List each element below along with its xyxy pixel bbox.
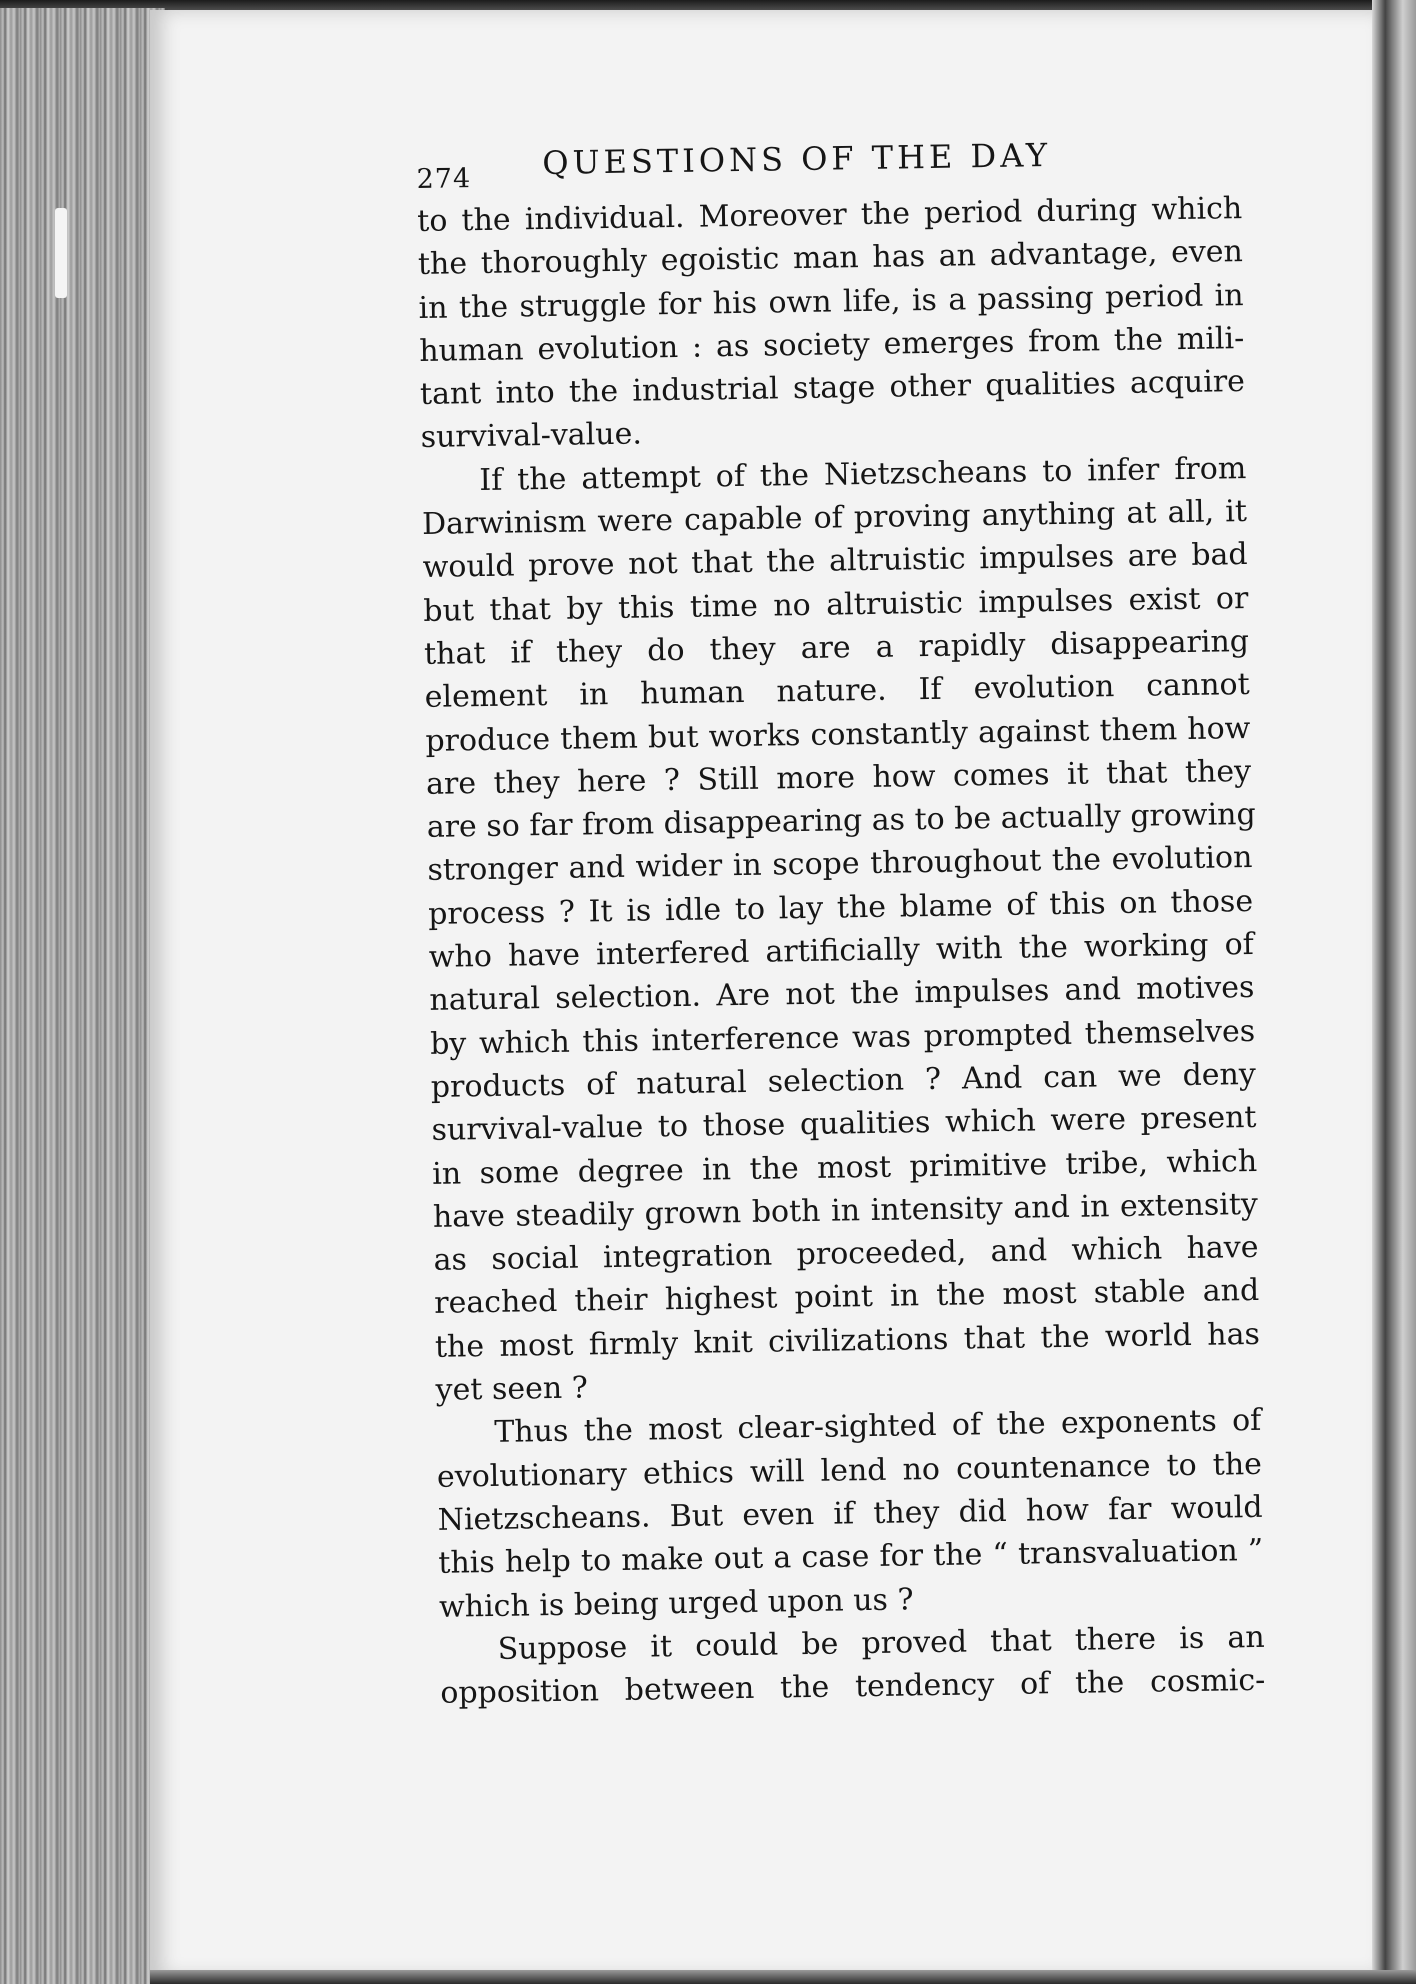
text-line: in some degree in the most primitive tribe, which bbox=[431, 1143, 1258, 1192]
text-line: process ? It is idle to lay the blame of this on those bbox=[427, 883, 1254, 932]
text-line: reached their highest point in the most stable and bbox=[434, 1273, 1260, 1322]
text-line: survival-value to those qualities which were present bbox=[431, 1100, 1257, 1149]
text-line: the thoroughly egoistic man has an advantage, even bbox=[417, 234, 1244, 283]
text-line: Darwinism were capable of proving anything at all, it bbox=[421, 494, 1248, 543]
text-line: in the struggle for his own life, is a passing period in bbox=[418, 277, 1244, 326]
text-line: opposition between the tendency of the cosmic- bbox=[440, 1662, 1266, 1711]
text-line: natural selection. Are not the impulses and motives bbox=[429, 970, 1255, 1019]
text-line: would prove not that the altruistic impulses are bad bbox=[422, 537, 1248, 586]
text-line: have steadily grown both in intensity and in extensity bbox=[432, 1186, 1259, 1235]
page-stack-edge bbox=[0, 8, 168, 1984]
text-line: Nietzscheans. But even if they did how far would bbox=[437, 1489, 1263, 1538]
paragraph-first-line: Thus the most clear-sighted of the exponents of bbox=[494, 1403, 1262, 1451]
text-line: survival-value. bbox=[420, 416, 643, 456]
text-line: human evolution : as society emerges from the mili- bbox=[419, 320, 1245, 369]
text-line: as social integration proceeded, and which have bbox=[433, 1230, 1259, 1278]
text-line: to the individual. Moreover the period during which bbox=[417, 191, 1243, 239]
text-line: who have interfered artificially with the working of bbox=[428, 926, 1255, 975]
paragraph-first-line: If the attempt of the Nietzscheans to infer from bbox=[479, 450, 1247, 498]
text-line: the most firmly knit civilizations that the world has bbox=[434, 1316, 1261, 1365]
page-text-block bbox=[416, 127, 1266, 1715]
text-line: stronger and wider in scope throughout the evolution bbox=[427, 840, 1253, 889]
text-line: this help to make out a case for the “ transvaluation ” bbox=[438, 1533, 1264, 1582]
right-page-edge bbox=[1372, 0, 1416, 1984]
body-text bbox=[417, 187, 1266, 1715]
text-line: by which this interference was prompted themselves bbox=[429, 1013, 1256, 1062]
text-line: that if they do they are a rapidly disappearing bbox=[423, 623, 1250, 672]
text-line: element in human nature. If evolution cannot bbox=[424, 667, 1250, 716]
text-line: yet seen ? bbox=[435, 1370, 589, 1408]
text-line: are they here ? Still more how comes it that they bbox=[425, 753, 1252, 802]
text-line: are so far from disappearing as to be actually growing bbox=[426, 797, 1256, 846]
text-line: products of natural selection ? And can we deny bbox=[430, 1056, 1257, 1105]
text-line: produce them but works constantly against them how bbox=[425, 710, 1251, 759]
text-line: evolutionary ethics will lend no countenance to the bbox=[436, 1446, 1263, 1495]
page-number: 274 bbox=[416, 163, 472, 195]
text-line: but that by this time no altruistic impulses exist or bbox=[423, 580, 1249, 629]
running-title: QUESTIONS OF THE DAY bbox=[542, 136, 1052, 183]
text-line: tant into the industrial stage other qualities acquire bbox=[419, 364, 1246, 413]
paragraph-first-line: Suppose it could be proved that there is an bbox=[497, 1619, 1265, 1667]
bottom-page-edge bbox=[150, 1970, 1416, 1984]
text-line: which is being urged upon us ? bbox=[438, 1581, 914, 1625]
